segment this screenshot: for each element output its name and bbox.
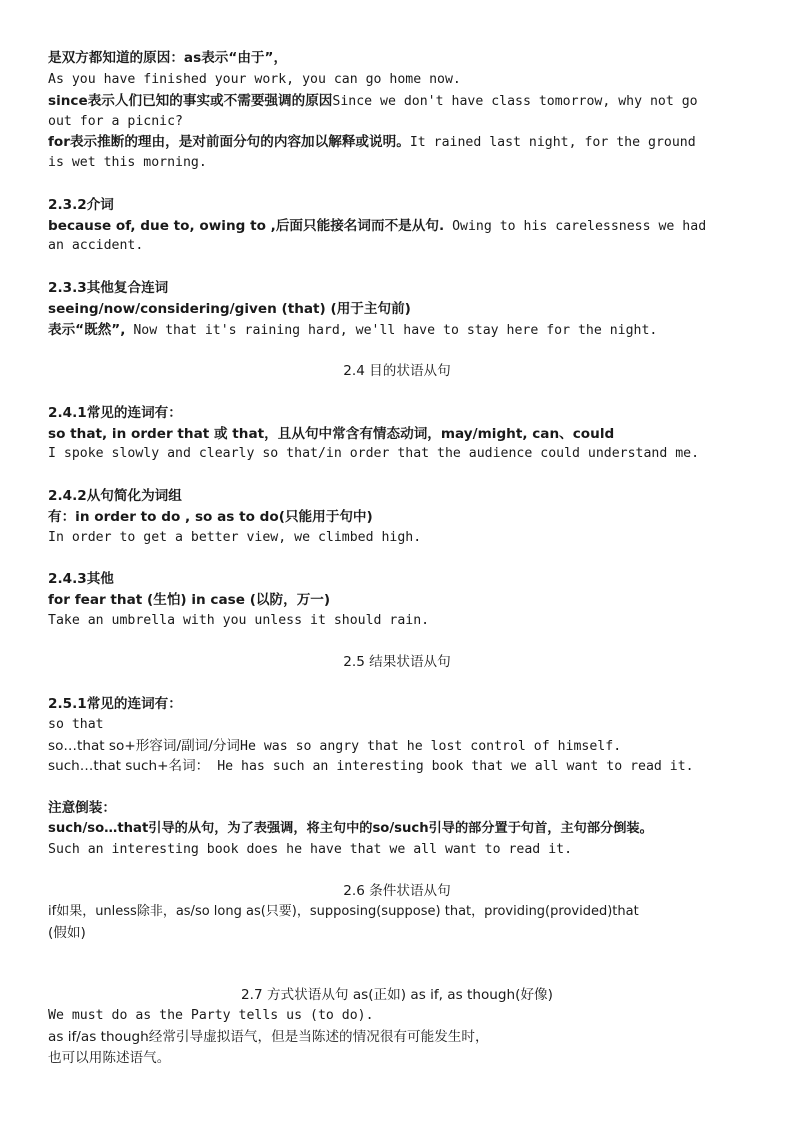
example-sentence: Take an umbrella with you unless it should rain. [48, 613, 430, 628]
text-line: so that [48, 717, 104, 732]
example-sentence: Now that it's raining hard, we'll have to stay here for the night. [125, 323, 658, 338]
section-heading: 2.4.1常见的连词有： [48, 405, 182, 421]
section-heading: 2.5.1常见的连词有： [48, 696, 182, 712]
text-line: (假如) [48, 925, 86, 941]
example-sentence: is wet this morning. [48, 155, 207, 170]
text-segment: such…that such+名词： [48, 758, 210, 774]
example-sentence: We must do as the Party tells us (to do). [48, 1008, 374, 1023]
example-sentence: It rained last night, for the ground [409, 135, 696, 150]
text-line: as if/as though经常引导虚拟语气，但是当陈述的情况很有可能发生时， [48, 1029, 489, 1045]
section-heading: 注意倒装： [48, 800, 116, 816]
section-heading: 2.3.3其他复合连词 [48, 280, 169, 296]
example-sentence: He has such an interesting book that we all want to read it. [209, 759, 694, 774]
text-line: 也可以用陈述语气。 [48, 1050, 171, 1066]
text-line [48, 320, 758, 340]
example-sentence: I spoke slowly and clearly so that/in order that the audience could understand me. [48, 446, 700, 461]
section-title: 2.7 方式状语从句 as(正如) as if, as though(好像) [241, 987, 553, 1003]
example-sentence: Owing to his carelessness we had [444, 219, 707, 234]
text-line: so that, in order that 或 that，且从句中常含有情态动词，may/might, can、could [48, 426, 615, 442]
text-line: if如果，unless除非，as/so long as(只要)，supposing(suppose) that，providing(provided)that [48, 904, 639, 919]
text-segment: for表示推断的理由，是对前面分句的内容加以解释或说明。 [48, 134, 410, 150]
text-line [48, 736, 758, 756]
text-line: 是双方都知道的原因：as表示“由于”， [48, 50, 288, 66]
text-line: seeing/now/considering/given (that) (用于主句前) [48, 301, 411, 317]
example-sentence: In order to get a better view, we climbed high. [48, 530, 422, 545]
section-heading: 2.3.2介词 [48, 197, 114, 213]
example-sentence: He was so angry that he lost control of himself. [240, 739, 622, 754]
text-line [48, 756, 758, 776]
text-segment: since表示人们已知的事实或不需要强调的原因 [48, 93, 333, 109]
text-line [48, 91, 758, 111]
section-heading: 2.4.3其他 [48, 571, 114, 587]
text-line: for fear that (生怕) in case (以防，万一) [48, 592, 331, 608]
text-segment: 表示“既然”, [48, 322, 126, 338]
text-line [48, 216, 758, 236]
text-segment: because of, due to, owing to ,后面只能接名词而不是从句. [48, 218, 445, 234]
section-title: 2.5 结果状语从句 [343, 654, 451, 670]
text-line [48, 132, 758, 152]
example-sentence: Such an interesting book does he have that we all want to read it. [48, 842, 573, 857]
section-title: 2.4 目的状语从句 [343, 363, 451, 379]
example-sentence: Since we don't have class tomorrow, why not go [332, 94, 698, 109]
text-segment: so…that so+形容词/副词/分词 [48, 738, 241, 754]
example-sentence: out for a picnic? [48, 114, 183, 129]
example-sentence: As you have finished your work, you can go home now. [48, 72, 461, 87]
example-sentence: an accident. [48, 238, 144, 253]
text-line: 有：in order to do , so as to do(只能用于句中) [48, 509, 373, 525]
text-line: such/so…that引导的从句，为了表强调，将主句中的so/such引导的部分置于句首，主句部分倒装。 [48, 821, 653, 836]
section-heading: 2.4.2从句简化为词组 [48, 488, 182, 504]
section-title: 2.6 条件状语从句 [343, 883, 451, 899]
